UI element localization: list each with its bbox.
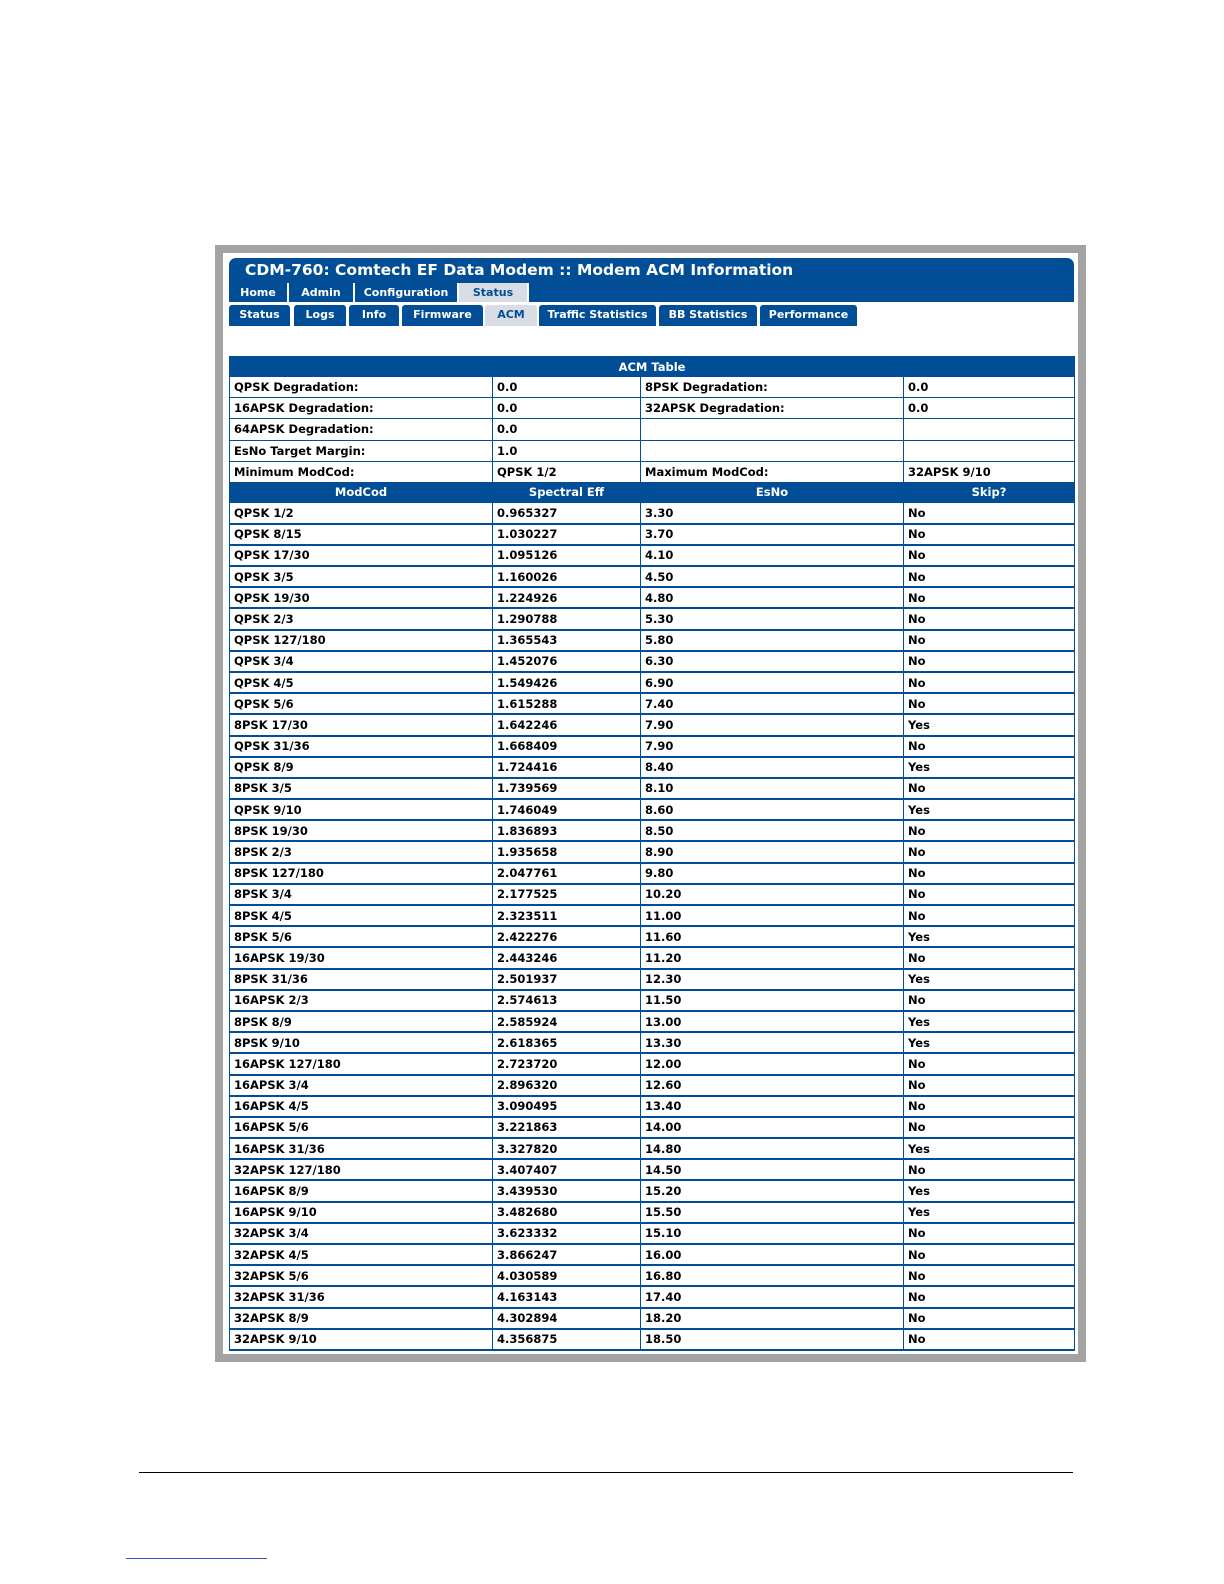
esno-cell: 14.00 xyxy=(641,1117,904,1138)
page-title: CDM-760: Comtech EF Data Modem :: Modem ACM Information xyxy=(229,258,1074,282)
modcod-rows xyxy=(230,502,1075,1350)
esno-cell: 7.40 xyxy=(641,693,904,714)
modcod-cell: 8PSK 19/30 xyxy=(230,820,493,841)
skip-cell: Yes xyxy=(904,1180,1075,1201)
setting-value: 0.0 xyxy=(904,398,1075,419)
skip-cell: No xyxy=(904,651,1075,672)
table-row xyxy=(230,1159,1075,1180)
skip-cell: No xyxy=(904,905,1075,926)
esno-cell: 12.30 xyxy=(641,969,904,990)
table-row xyxy=(230,863,1075,884)
skip-cell: No xyxy=(904,1286,1075,1307)
settings-row xyxy=(230,419,1075,440)
esno-cell: 18.20 xyxy=(641,1308,904,1329)
skip-cell: Yes xyxy=(904,969,1075,990)
skip-cell: No xyxy=(904,884,1075,905)
tab-home[interactable]: Home xyxy=(229,283,289,302)
modcod-cell: 16APSK 31/36 xyxy=(230,1138,493,1159)
spectral-eff-cell: 3.090495 xyxy=(493,1096,641,1117)
table-row xyxy=(230,587,1075,608)
modcod-cell: 8PSK 4/5 xyxy=(230,905,493,926)
table-row xyxy=(230,1117,1075,1138)
skip-cell: Yes xyxy=(904,799,1075,820)
skip-cell: Yes xyxy=(904,714,1075,735)
skip-cell: Yes xyxy=(904,1011,1075,1032)
esno-cell: 6.90 xyxy=(641,672,904,693)
modcod-cell: 16APSK 9/10 xyxy=(230,1202,493,1223)
esno-cell: 7.90 xyxy=(641,736,904,757)
table-row xyxy=(230,969,1075,990)
setting-label: 16APSK Degradation: xyxy=(230,398,493,419)
skip-cell: Yes xyxy=(904,1202,1075,1223)
esno-cell: 3.70 xyxy=(641,524,904,545)
skip-cell: No xyxy=(904,990,1075,1011)
setting-value xyxy=(904,419,1075,440)
skip-cell: Yes xyxy=(904,926,1075,947)
table-row xyxy=(230,1202,1075,1223)
table-row xyxy=(230,502,1075,523)
spectral-eff-cell: 2.422276 xyxy=(493,926,641,947)
esno-cell: 13.00 xyxy=(641,1011,904,1032)
modcod-cell: 8PSK 31/36 xyxy=(230,969,493,990)
setting-value: QPSK 1/2 xyxy=(493,461,641,482)
modcod-cell: 32APSK 127/180 xyxy=(230,1159,493,1180)
setting-label: Maximum ModCod: xyxy=(641,461,904,482)
modcod-cell: 32APSK 5/6 xyxy=(230,1265,493,1286)
column-header-skip: Skip? xyxy=(904,482,1075,502)
spectral-eff-cell: 1.724416 xyxy=(493,757,641,778)
esno-cell: 8.60 xyxy=(641,799,904,820)
modcod-cell: 8PSK 3/4 xyxy=(230,884,493,905)
table-row xyxy=(230,757,1075,778)
settings-row xyxy=(230,440,1075,461)
spectral-eff-cell: 1.030227 xyxy=(493,524,641,545)
acm-table-title: ACM Table xyxy=(230,357,1075,377)
skip-cell: Yes xyxy=(904,1138,1075,1159)
table-row xyxy=(230,693,1075,714)
skip-cell: No xyxy=(904,1159,1075,1180)
footer-link-underline xyxy=(126,1558,267,1559)
esno-cell: 12.00 xyxy=(641,1053,904,1074)
subtab-status[interactable]: Status xyxy=(229,305,290,326)
spectral-eff-cell: 2.574613 xyxy=(493,990,641,1011)
spectral-eff-cell: 2.896320 xyxy=(493,1075,641,1096)
spectral-eff-cell: 2.585924 xyxy=(493,1011,641,1032)
table-row xyxy=(230,947,1075,968)
spectral-eff-cell: 1.615288 xyxy=(493,693,641,714)
esno-cell: 8.10 xyxy=(641,778,904,799)
esno-cell: 11.60 xyxy=(641,926,904,947)
modcod-cell: 16APSK 3/4 xyxy=(230,1075,493,1096)
table-row xyxy=(230,1308,1075,1329)
esno-cell: 5.30 xyxy=(641,608,904,629)
table-row xyxy=(230,651,1075,672)
skip-cell: No xyxy=(904,1265,1075,1286)
settings-row xyxy=(230,377,1075,398)
spectral-eff-cell: 1.668409 xyxy=(493,736,641,757)
setting-value: 0.0 xyxy=(493,419,641,440)
table-row xyxy=(230,1329,1075,1350)
spectral-eff-cell: 1.836893 xyxy=(493,820,641,841)
acm-settings xyxy=(230,377,1075,483)
skip-cell: No xyxy=(904,672,1075,693)
table-row xyxy=(230,926,1075,947)
spectral-eff-cell: 3.482680 xyxy=(493,1202,641,1223)
spectral-eff-cell: 1.935658 xyxy=(493,841,641,862)
modcod-cell: 32APSK 8/9 xyxy=(230,1308,493,1329)
table-row xyxy=(230,990,1075,1011)
table-row xyxy=(230,736,1075,757)
esno-cell: 15.20 xyxy=(641,1180,904,1201)
esno-cell: 13.30 xyxy=(641,1032,904,1053)
esno-cell: 8.40 xyxy=(641,757,904,778)
esno-cell: 10.20 xyxy=(641,884,904,905)
skip-cell: No xyxy=(904,1308,1075,1329)
table-row xyxy=(230,820,1075,841)
modcod-cell: QPSK 5/6 xyxy=(230,693,493,714)
modcod-cell: 8PSK 3/5 xyxy=(230,778,493,799)
page-footer-rule xyxy=(139,1472,1073,1473)
spectral-eff-cell: 1.095126 xyxy=(493,545,641,566)
modcod-cell: 8PSK 127/180 xyxy=(230,863,493,884)
setting-label: 8PSK Degradation: xyxy=(641,377,904,398)
table-row xyxy=(230,884,1075,905)
setting-label: QPSK Degradation: xyxy=(230,377,493,398)
esno-cell: 11.00 xyxy=(641,905,904,926)
esno-cell: 9.80 xyxy=(641,863,904,884)
table-row xyxy=(230,1138,1075,1159)
modcod-cell: 32APSK 31/36 xyxy=(230,1286,493,1307)
skip-cell: No xyxy=(904,1329,1075,1350)
esno-cell: 14.50 xyxy=(641,1159,904,1180)
skip-cell: No xyxy=(904,820,1075,841)
esno-cell: 12.60 xyxy=(641,1075,904,1096)
spectral-eff-cell: 3.866247 xyxy=(493,1244,641,1265)
setting-value xyxy=(904,440,1075,461)
tab-configuration[interactable]: Configuration xyxy=(355,283,459,302)
table-row xyxy=(230,608,1075,629)
spectral-eff-cell: 4.356875 xyxy=(493,1329,641,1350)
skip-cell: No xyxy=(904,1117,1075,1138)
modcod-cell: 32APSK 4/5 xyxy=(230,1244,493,1265)
spectral-eff-cell: 2.443246 xyxy=(493,947,641,968)
skip-cell: Yes xyxy=(904,757,1075,778)
primary-nav xyxy=(229,282,1074,302)
modcod-cell: 8PSK 2/3 xyxy=(230,841,493,862)
spectral-eff-cell: 3.327820 xyxy=(493,1138,641,1159)
modcod-cell: QPSK 19/30 xyxy=(230,587,493,608)
setting-label: 64APSK Degradation: xyxy=(230,419,493,440)
spectral-eff-cell: 4.302894 xyxy=(493,1308,641,1329)
esno-cell: 13.40 xyxy=(641,1096,904,1117)
skip-cell: Yes xyxy=(904,1032,1075,1053)
skip-cell: No xyxy=(904,524,1075,545)
modcod-cell: 32APSK 9/10 xyxy=(230,1329,493,1350)
setting-value: 0.0 xyxy=(904,377,1075,398)
modcod-cell: QPSK 127/180 xyxy=(230,630,493,651)
esno-cell: 15.10 xyxy=(641,1223,904,1244)
skip-cell: No xyxy=(904,841,1075,862)
table-row xyxy=(230,778,1075,799)
table-row xyxy=(230,1180,1075,1201)
esno-cell: 8.50 xyxy=(641,820,904,841)
esno-cell: 6.30 xyxy=(641,651,904,672)
spectral-eff-cell: 0.965327 xyxy=(493,502,641,523)
esno-cell: 17.40 xyxy=(641,1286,904,1307)
spectral-eff-cell: 3.623332 xyxy=(493,1223,641,1244)
column-header-esno: EsNo xyxy=(641,482,904,502)
setting-label: EsNo Target Margin: xyxy=(230,440,493,461)
spectral-eff-cell: 1.549426 xyxy=(493,672,641,693)
setting-label xyxy=(641,440,904,461)
modcod-cell: QPSK 31/36 xyxy=(230,736,493,757)
table-row xyxy=(230,905,1075,926)
modcod-cell: 8PSK 9/10 xyxy=(230,1032,493,1053)
table-row xyxy=(230,545,1075,566)
skip-cell: No xyxy=(904,1244,1075,1265)
column-header-spectral-eff: Spectral Eff xyxy=(493,482,641,502)
esno-cell: 11.20 xyxy=(641,947,904,968)
modcod-cell: 16APSK 4/5 xyxy=(230,1096,493,1117)
skip-cell: No xyxy=(904,566,1075,587)
subtab-firmware[interactable]: Firmware xyxy=(402,305,483,326)
browser-page xyxy=(223,253,1078,1354)
esno-cell: 7.90 xyxy=(641,714,904,735)
spectral-eff-cell: 1.739569 xyxy=(493,778,641,799)
spectral-eff-cell: 1.642246 xyxy=(493,714,641,735)
settings-row xyxy=(230,461,1075,482)
table-row xyxy=(230,1011,1075,1032)
skip-cell: No xyxy=(904,778,1075,799)
secondary-nav xyxy=(229,305,1074,327)
spectral-eff-cell: 1.746049 xyxy=(493,799,641,820)
spectral-eff-cell: 2.177525 xyxy=(493,884,641,905)
table-row xyxy=(230,1244,1075,1265)
table-row xyxy=(230,566,1075,587)
spectral-eff-cell: 3.221863 xyxy=(493,1117,641,1138)
modcod-cell: QPSK 4/5 xyxy=(230,672,493,693)
modcod-cell: QPSK 9/10 xyxy=(230,799,493,820)
modcod-cell: QPSK 2/3 xyxy=(230,608,493,629)
spectral-eff-cell: 1.365543 xyxy=(493,630,641,651)
spectral-eff-cell: 3.439530 xyxy=(493,1180,641,1201)
spectral-eff-cell: 2.723720 xyxy=(493,1053,641,1074)
modcod-cell: 16APSK 19/30 xyxy=(230,947,493,968)
table-row xyxy=(230,630,1075,651)
table-row xyxy=(230,1096,1075,1117)
table-row xyxy=(230,714,1075,735)
esno-cell: 4.50 xyxy=(641,566,904,587)
modcod-cell: 16APSK 5/6 xyxy=(230,1117,493,1138)
tab-admin[interactable]: Admin xyxy=(289,283,355,302)
skip-cell: No xyxy=(904,587,1075,608)
esno-cell: 16.00 xyxy=(641,1244,904,1265)
table-row xyxy=(230,1286,1075,1307)
modcod-cell: 16APSK 127/180 xyxy=(230,1053,493,1074)
table-row xyxy=(230,1032,1075,1053)
modcod-cell: QPSK 17/30 xyxy=(230,545,493,566)
esno-cell: 16.80 xyxy=(641,1265,904,1286)
spectral-eff-cell: 2.323511 xyxy=(493,905,641,926)
esno-cell: 18.50 xyxy=(641,1329,904,1350)
esno-cell: 15.50 xyxy=(641,1202,904,1223)
setting-value: 0.0 xyxy=(493,377,641,398)
spectral-eff-cell: 1.290788 xyxy=(493,608,641,629)
modcod-cell: QPSK 3/5 xyxy=(230,566,493,587)
subtab-acm[interactable]: ACM xyxy=(485,305,537,326)
table-row xyxy=(230,1075,1075,1096)
table-row xyxy=(230,1265,1075,1286)
table-row xyxy=(230,1223,1075,1244)
modcod-cell: QPSK 3/4 xyxy=(230,651,493,672)
modcod-cell: 8PSK 8/9 xyxy=(230,1011,493,1032)
setting-label xyxy=(641,419,904,440)
setting-value: 1.0 xyxy=(493,440,641,461)
modcod-cell: 8PSK 17/30 xyxy=(230,714,493,735)
table-row xyxy=(230,524,1075,545)
spectral-eff-cell: 3.407407 xyxy=(493,1159,641,1180)
table-row xyxy=(230,1053,1075,1074)
column-header-modcod: ModCod xyxy=(230,482,493,502)
skip-cell: No xyxy=(904,947,1075,968)
setting-value: 0.0 xyxy=(493,398,641,419)
screenshot-frame xyxy=(215,245,1086,1362)
spectral-eff-cell: 2.618365 xyxy=(493,1032,641,1053)
setting-label: 32APSK Degradation: xyxy=(641,398,904,419)
skip-cell: No xyxy=(904,502,1075,523)
esno-cell: 4.80 xyxy=(641,587,904,608)
subtab-bb-statistics[interactable]: BB Statistics xyxy=(659,305,757,326)
subtab-performance[interactable]: Performance xyxy=(760,305,857,326)
subtab-traffic-statistics[interactable]: Traffic Statistics xyxy=(539,305,656,326)
modcod-cell: 16APSK 8/9 xyxy=(230,1180,493,1201)
skip-cell: No xyxy=(904,736,1075,757)
setting-value: 32APSK 9/10 xyxy=(904,461,1075,482)
esno-cell: 8.90 xyxy=(641,841,904,862)
spectral-eff-cell: 2.047761 xyxy=(493,863,641,884)
modcod-cell: 16APSK 2/3 xyxy=(230,990,493,1011)
modcod-cell: QPSK 8/15 xyxy=(230,524,493,545)
esno-cell: 3.30 xyxy=(641,502,904,523)
skip-cell: No xyxy=(904,608,1075,629)
subtab-info[interactable]: Info xyxy=(349,305,399,326)
skip-cell: No xyxy=(904,1075,1075,1096)
skip-cell: No xyxy=(904,630,1075,651)
spectral-eff-cell: 1.224926 xyxy=(493,587,641,608)
esno-cell: 14.80 xyxy=(641,1138,904,1159)
subtab-logs[interactable]: Logs xyxy=(294,305,346,326)
spectral-eff-cell: 1.452076 xyxy=(493,651,641,672)
tab-status[interactable]: Status xyxy=(459,283,529,302)
esno-cell: 4.10 xyxy=(641,545,904,566)
table-row xyxy=(230,799,1075,820)
skip-cell: No xyxy=(904,1096,1075,1117)
esno-cell: 5.80 xyxy=(641,630,904,651)
spectral-eff-cell: 1.160026 xyxy=(493,566,641,587)
settings-row xyxy=(230,398,1075,419)
acm-table xyxy=(229,356,1075,1351)
modcod-cell: 32APSK 3/4 xyxy=(230,1223,493,1244)
skip-cell: No xyxy=(904,863,1075,884)
table-row xyxy=(230,841,1075,862)
esno-cell: 11.50 xyxy=(641,990,904,1011)
skip-cell: No xyxy=(904,1223,1075,1244)
spectral-eff-cell: 4.030589 xyxy=(493,1265,641,1286)
table-row xyxy=(230,672,1075,693)
modcod-cell: 8PSK 5/6 xyxy=(230,926,493,947)
spectral-eff-cell: 2.501937 xyxy=(493,969,641,990)
setting-label: Minimum ModCod: xyxy=(230,461,493,482)
skip-cell: No xyxy=(904,693,1075,714)
spectral-eff-cell: 4.163143 xyxy=(493,1286,641,1307)
modcod-cell: QPSK 8/9 xyxy=(230,757,493,778)
skip-cell: No xyxy=(904,545,1075,566)
modcod-cell: QPSK 1/2 xyxy=(230,502,493,523)
skip-cell: No xyxy=(904,1053,1075,1074)
